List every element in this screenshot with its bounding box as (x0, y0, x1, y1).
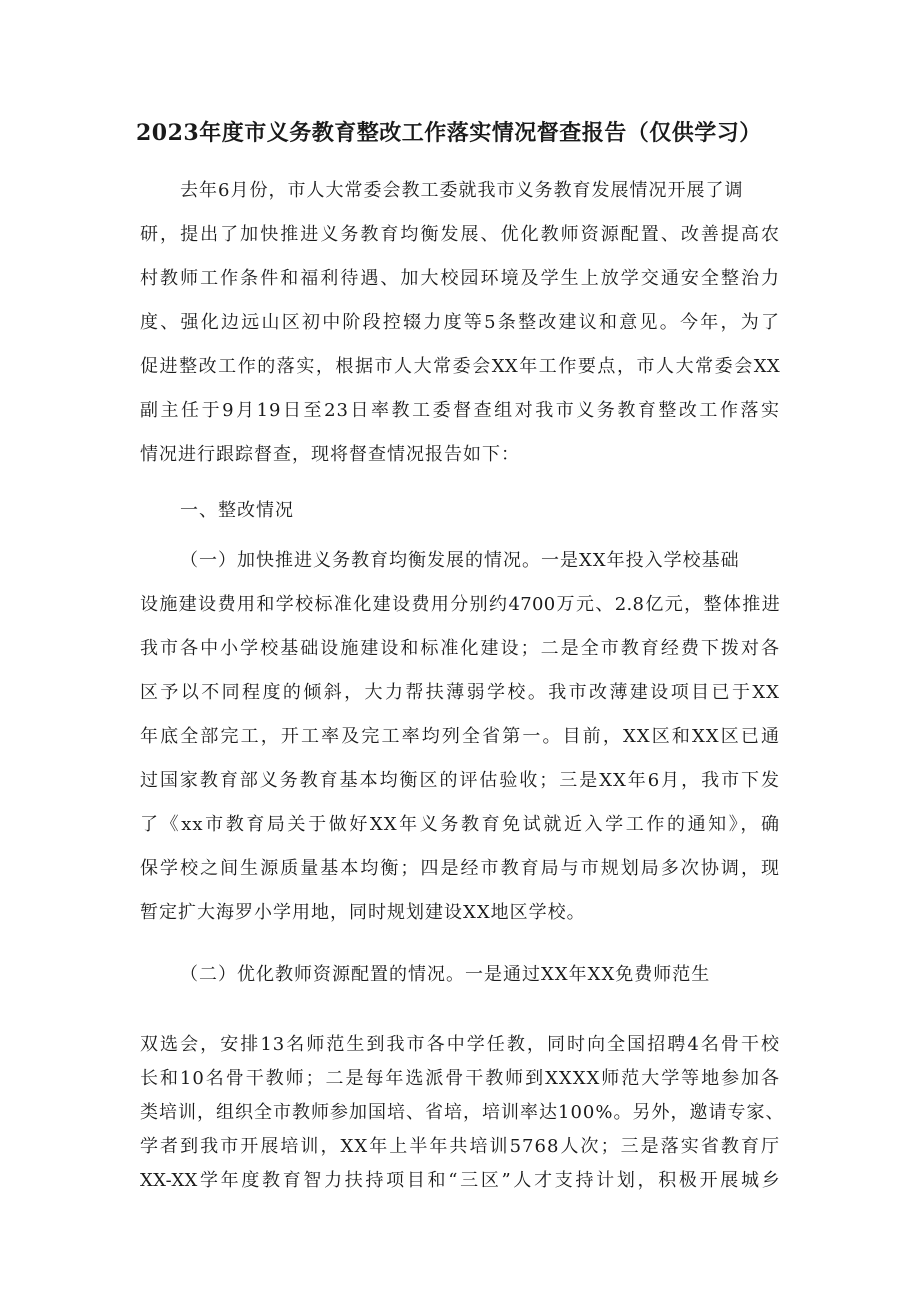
paragraph-line: 学者到我市开展培训，XX年上半年共培训5768人次；三是落实省教育厅 (140, 1136, 780, 1157)
section-heading: 一、整改情况 (180, 500, 294, 521)
paragraph-line: 年底全部完工，开工率及完工率均列全省第一。目前，XX区和XX区已通 (140, 726, 780, 747)
paragraph-line: 长和10名骨干教师；二是每年选派骨干教师到XXXX师范大学等地参加各 (140, 1068, 780, 1089)
paragraph-line: 副主任于9月19日至23日率教工委督查组对我市义务教育整改工作落实 (140, 400, 780, 421)
paragraph-line: （二）优化教师资源配置的情况。一是通过XX年XX免费师范生 (180, 964, 711, 985)
paragraph-line: 过国家教育部义务教育基本均衡区的评估验收；三是XX年6月，我市下发 (140, 770, 780, 791)
paragraph-line: 设施建设费用和学校标准化建设费用分别约4700万元、2.8亿元，整体推进 (140, 594, 780, 615)
paragraph-line: XX-XX学年度教育智力扶持项目和“三区”人才支持计划，积极开展城乡 (140, 1170, 780, 1191)
paragraph-line: 促进整改工作的落实，根据市人大常委会XX年工作要点，市人大常委会XX (140, 356, 780, 377)
paragraph-line: 暂定扩大海罗小学用地，同时规划建设XX地区学校。 (140, 902, 586, 923)
paragraph-line: 了《xx市教育局关于做好XX年义务教育免试就近入学工作的通知》，确 (140, 814, 780, 835)
paragraph-line: 我市各中小学校基础设施建设和标准化建设；二是全市教育经费下拨对各 (140, 638, 780, 659)
paragraph-line: 情况进行跟踪督查，现将督查情况报告如下： (140, 444, 520, 465)
paragraph-line: 村教师工作条件和福利待遇、加大校园环境及学生上放学交通安全整治力 (140, 268, 780, 289)
paragraph-line: 去年6月份，市人大常委会教工委就我市义务教育发展情况开展了调 (180, 180, 744, 201)
paragraph-line: 保学校之间生源质量基本均衡；四是经市教育局与市规划局多次协调，现 (140, 858, 780, 879)
paragraph-line: 双选会，安排13名师范生到我市各中学任教，同时向全国招聘4名骨干校 (140, 1034, 780, 1055)
paragraph-line: 度、强化边远山区初中阶段控辍力度等5条整改建议和意见。今年，为了 (140, 312, 780, 333)
paragraph-line: 区予以不同程度的倾斜，大力帮扶薄弱学校。我市改薄建设项目已于XX (140, 682, 780, 703)
paragraph-line: 研，提出了加快推进义务教育均衡发展、优化教师资源配置、改善提高农 (140, 224, 780, 245)
paragraph-line: 类培训，组织全市教师参加国培、省培，培训率达100%。另外，邀请专家、 (140, 1102, 785, 1123)
paragraph-line: （一）加快推进义务教育均衡发展的情况。一是XX年投入学校基础 (180, 550, 740, 571)
document-title: 2023年度市义务教育整改工作落实情况督查报告（仅供学习） (136, 120, 762, 146)
